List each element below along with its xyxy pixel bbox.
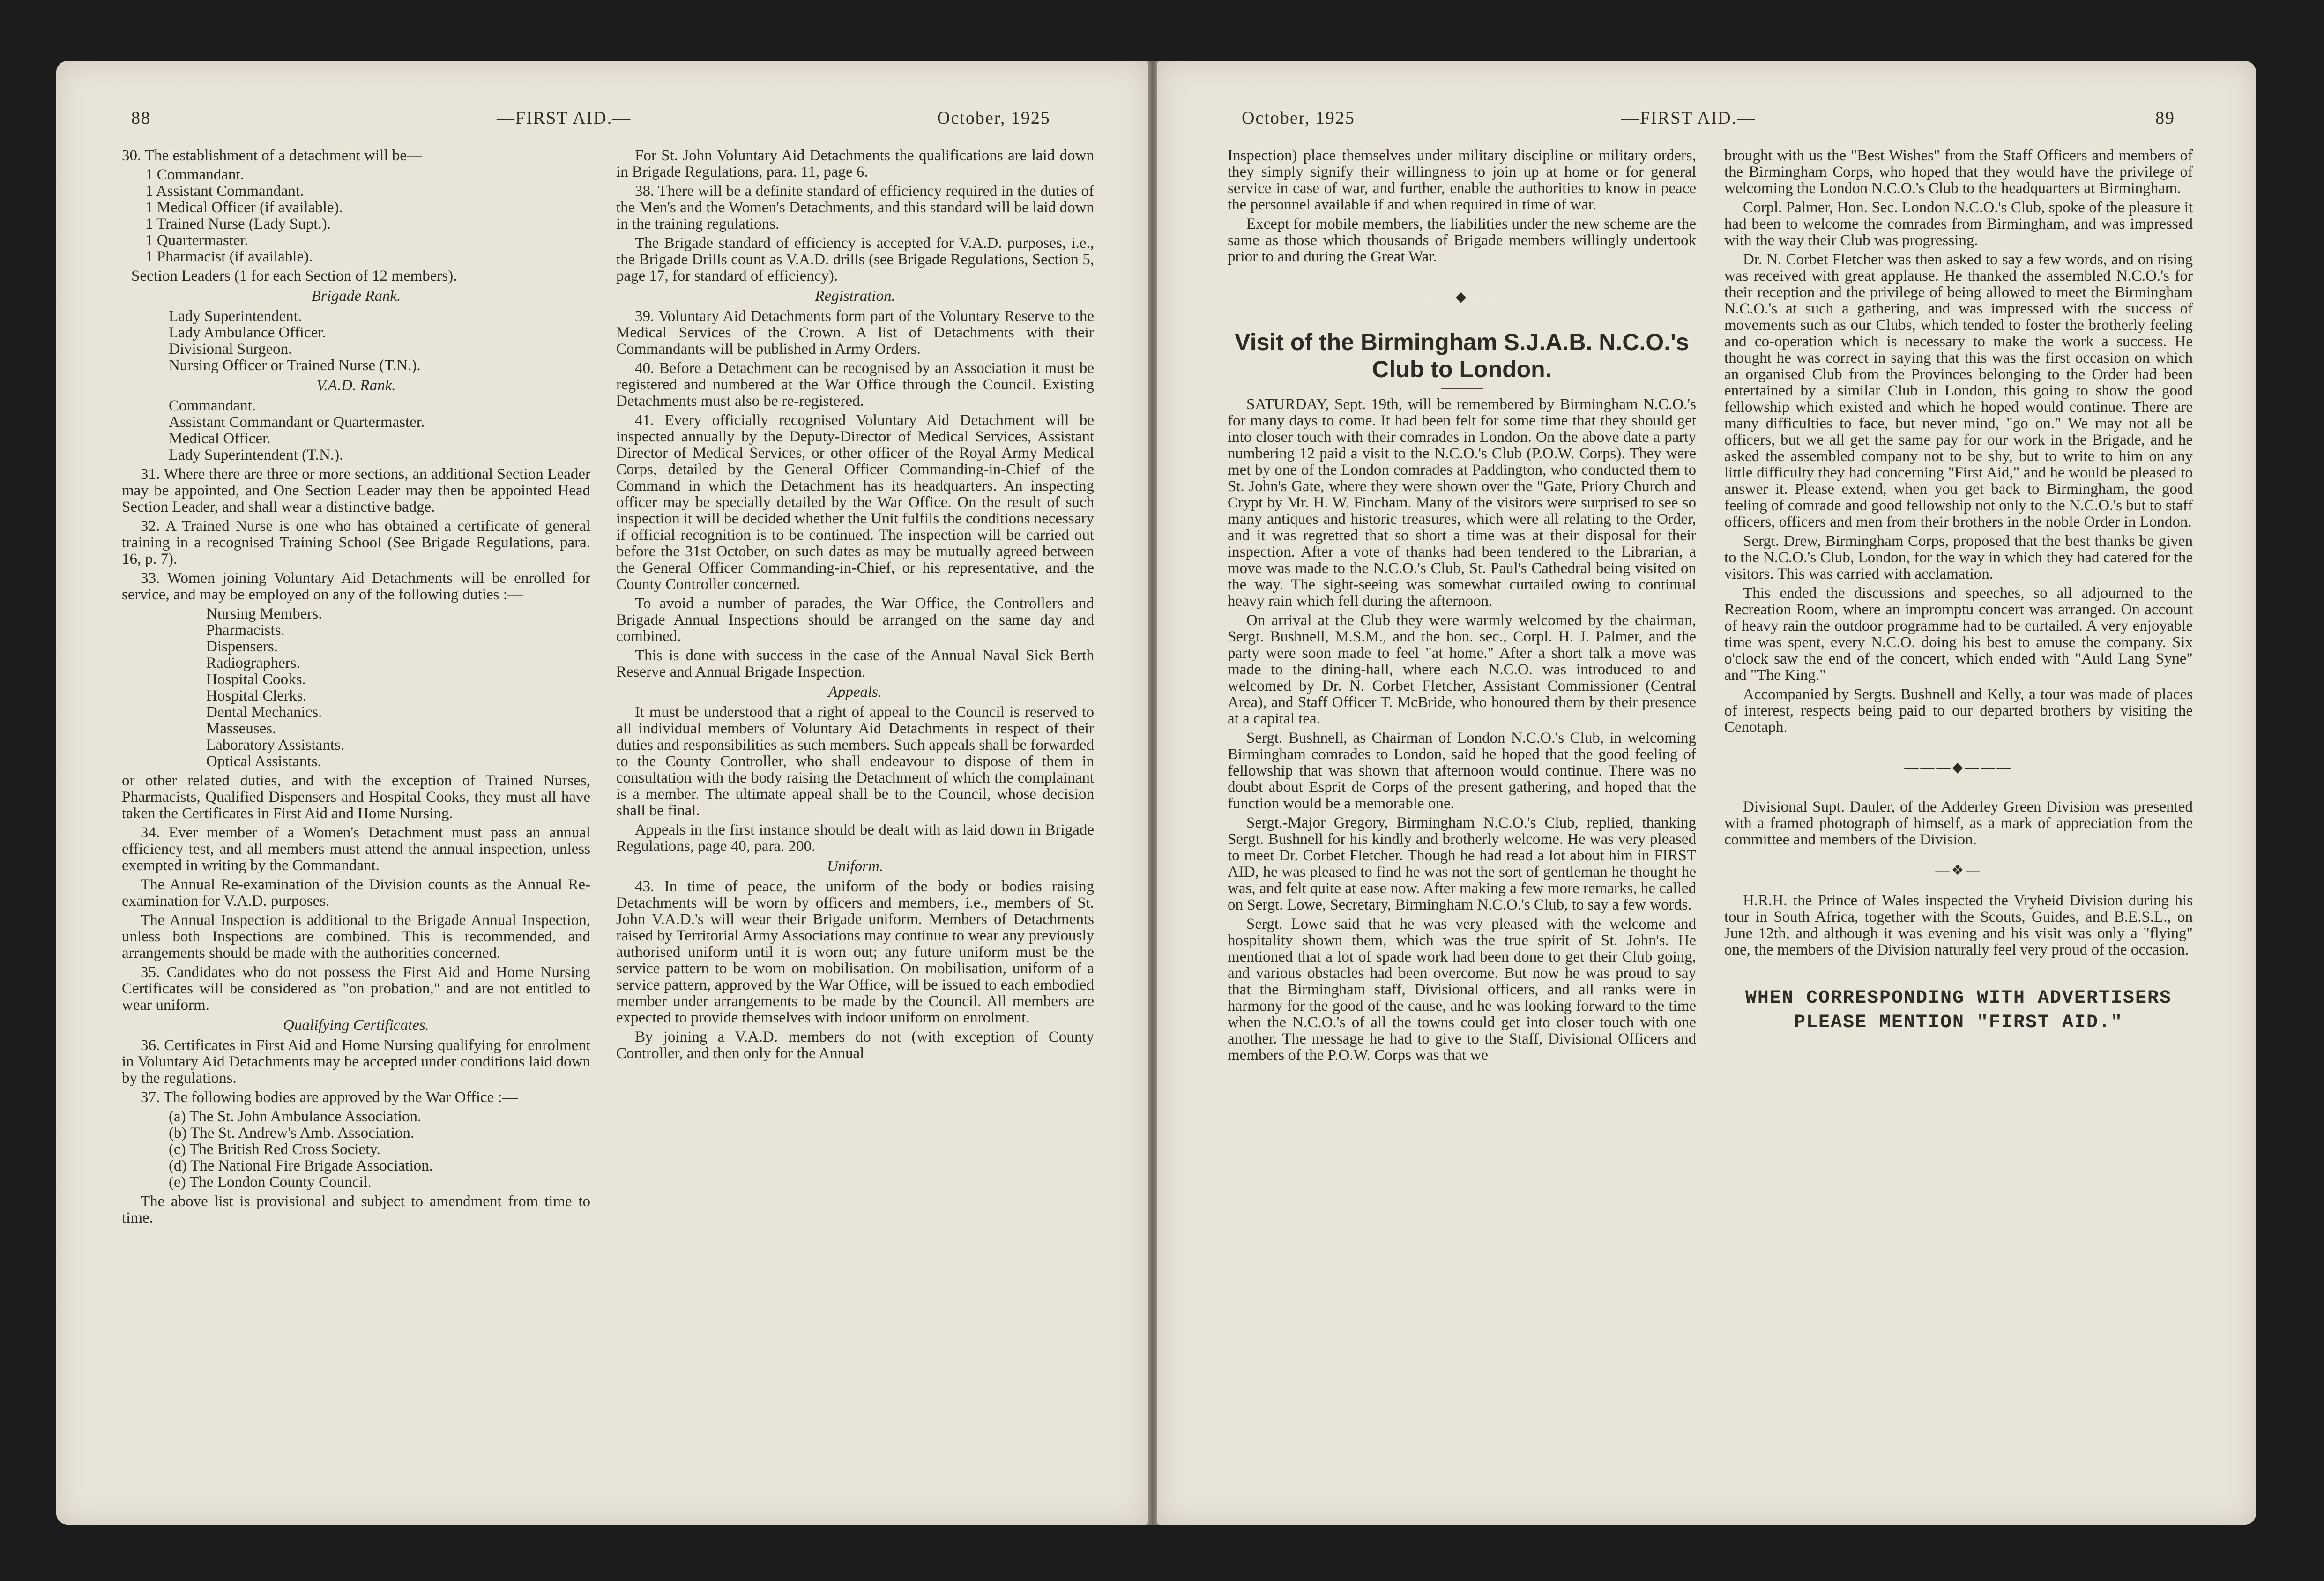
page-number: 89 <box>2155 108 2175 128</box>
right-column-1 <box>1228 148 1696 1066</box>
section-divider: —❖— <box>1935 863 1982 878</box>
list-item: 1 Assistant Commandant. <box>145 183 304 200</box>
list-item: Dispensers. <box>206 638 278 655</box>
registration-heading: Registration. <box>815 288 895 305</box>
advertisers-notice: WHEN CORRESPONDING WITH ADVERTISERS PLEASE MENTION "FIRST AID." <box>1745 988 2172 1033</box>
left-page-header <box>56 108 1148 141</box>
list-item: (c) The British Red Cross Society. <box>169 1141 380 1158</box>
paragraph-43: 43. In time of peace, the uniform of the body or bodies raising Detachments will be worn by officers and members, i.e., members of St. John V.A.D.'s will wear their Brigade uniform. Members of Detachments raised by Territorial Army Associations may continue to wear any previously authorised uniform until it is worn out; any future uniform must be the service pattern to be worn on mobilisation. On mobilisation, uniform of a service pattern, approved by the War Office, will be issued to each embodied member under arrangements to be made by the Council. All members are expected to provide themselves with indoor uniform on enrolment. <box>616 878 1094 1026</box>
paragraph-41-success: This is done with success in the case of the Annual Naval Sick Berth Reserve and Annual Brigade Inspection. <box>616 647 1094 680</box>
news-item-prince-of-wales: H.R.H. the Prince of Wales inspected the Vryheid Division during his tour in South Africa, together with the Scouts, Guides, and B.E.S.L., on June 12th, and although it was evening and his visit was only a "flying" one, the members of the Division naturally feel very proud of the occasion. <box>1724 892 2193 958</box>
list-item: Hospital Clerks. <box>206 687 307 704</box>
section-divider: ———◆——— <box>1904 760 2013 775</box>
paragraph-35: 35. Candidates who do not possess the First Aid and Home Nursing Certificates will be considered as "on probation," and are not entitled to wear uniform. <box>122 964 590 1014</box>
paragraph-mobile-members: Except for mobile members, the liabilities under the new scheme are the same as those which thousands of Brigade members willingly undertook prior to and during the Great War. <box>1228 216 1696 265</box>
list-item: (b) The St. Andrew's Amb. Association. <box>169 1125 415 1141</box>
paragraph-41: 41. Every officially recognised Voluntary Aid Detachment will be inspected annually by the Deputy-Director of Medical Services, Assistant Director of Medical Services, or other officer of the Royal Army Medical Corps, detailed by the General Officer Commanding-in-Chief of the Command in which the Detachment has its headquarters. An inspecting officer may be specially detailed by the War Office. On the result of such inspection it will be decided whether the Unit fulfils the conditions necessary if official recognition is to be continued. The inspection will be carried out before the 31st October, on such dates as may be mutually agreed between the General Officer Commanding-in-Chief, or his representative, and the County Controller concerned. <box>616 412 1094 593</box>
list-item: Laboratory Assistants. <box>206 737 345 753</box>
list-item: 1 Quartermaster. <box>145 232 248 249</box>
article-paragraph: brought with us the "Best Wishes" from the Staff Officers and members of the Birmingham Corps, who hoped that they would have the privilege of welcoming the London N.C.O.'s Club to the headquarters at Birmingham. <box>1724 147 2193 197</box>
list-item: Radiographers. <box>206 655 300 671</box>
paragraph-33-continued: or other related duties, and with the exception of Trained Nurses, Pharmacists, Qualified Dispensers and Hospital Cooks, they must all have taken the Certificates in First Aid and Home Nursing. <box>122 772 590 822</box>
article-paragraph: Sergt. Drew, Birmingham Corps, proposed that the best thanks be given to the N.C.O.'s Club, London, for the way in which they had catered for the visitors. This was carried with acclamation. <box>1724 533 2193 582</box>
list-item: Nursing Officer or Trained Nurse (T.N.). <box>169 357 421 374</box>
right-page-header <box>1157 108 2256 141</box>
left-page <box>56 61 1148 1525</box>
right-page <box>1157 61 2256 1525</box>
list-item: Optical Assistants. <box>206 753 321 770</box>
left-column-2 <box>616 148 1094 1065</box>
issue-date: October, 1925 <box>1242 108 1355 128</box>
paragraph-34: 34. Ever member of a Women's Detachment must pass an annual efficiency test, and all members must attend the annual inspection, unless exempted in writing by the Commandant. <box>122 824 590 874</box>
list-item: 1 Medical Officer (if available). <box>145 199 343 216</box>
list-item: 1 Trained Nurse (Lady Supt.). <box>145 216 331 232</box>
paragraph-37: 37. The following bodies are approved by the War Office :— <box>141 1089 518 1106</box>
section-leaders-line: Section Leaders (1 for each Section of 12 members). <box>131 268 457 284</box>
paragraph-34-inspection: The Annual Inspection is additional to the Brigade Annual Inspection, unless both Inspections are combined. This is recommended, and arrangements should be made with the authorities concerned. <box>122 912 590 962</box>
list-item: Dental Mechanics. <box>206 704 322 721</box>
paragraph-34-reexamination: The Annual Re-examination of the Division counts as the Annual Re-examination for V.A.D. purposes. <box>122 876 590 910</box>
article-paragraph: This ended the discussions and speeches, so all adjourned to the Recreation Room, where an impromptu concert was arranged. On account of heavy rain the outdoor programme had to be curtailed. A very enjoyable time was spent, every N.C.O. doing his best to amuse the company. Six o'clock saw the end of the concert, which ended with "Auld Lang Syne" and "The King." <box>1724 585 2193 684</box>
list-item: (d) The National Fire Brigade Association. <box>169 1157 433 1174</box>
list-item: Lady Ambulance Officer. <box>169 324 326 341</box>
page-number: 88 <box>131 108 151 128</box>
article-paragraph: Dr. N. Corbet Fletcher was then asked to say a few words, and on rising was received with great applause. He thanked the assembled N.C.O.'s for their reception and the privilege of being allowed to meet the Birmingham N.C.O.'s at such a gathering, and was impressed with the success of movements such as our Clubs, which tended to foster the brotherly feeling and co-operation which is necessary to make the work a success. He thought he was correct in saying that this was the first occasion on which an organised Club from the Provinces belonging to the Order had been entertained by a similar Club in London, this going to show the good fellowship which existed and which he hoped would continue. There are many difficulties to face, but never mind, "go on." We may not all be officers, but we all get the same pay for our work in the Brigade, and he asked the assembled company not to be shy, but to write to him on any little difficulty they had concerning "First Aid," and he would be pleased to answer it. Please extend, when you get back to Birmingham, the good feeling of comrade and good fellowship not only to the N.C.O.'s but to staff officers, officers and men from their brothers in the noble Order in London. <box>1724 251 2193 530</box>
paragraph-42-first-instance: Appeals in the first instance should be dealt with as laid down in Brigade Regulations, page 40, para. 200. <box>616 821 1094 855</box>
article-paragraph: Sergt.-Major Gregory, Birmingham N.C.O.'s Club, replied, thanking Sergt. Bushnell for his kindly and brotherly welcome. He was very pleased to meet Dr. Corbet Fletcher. Though he had read a lot about him in FIRST AID, he was pleased to find he was not the sort of gentleman he thought he was, and felt quite at ease now. After making a few more remarks, he called on Sergt. Lowe, Secretary, Birmingham N.C.O.'s Club, to say a few words. <box>1228 814 1696 913</box>
appeals-heading: Appeals. <box>828 684 882 701</box>
paragraph-continued: Inspection) place themselves under military discipline or military orders, they simply signify their willingness to join up at home or for general service in case of war, and further, enable the authorities to know in peace the personnel available if and when required in time of war. <box>1228 147 1696 213</box>
article-heading: Visit of the Birmingham S.J.A.B. N.C.O.'s Club to London. <box>1235 329 1689 382</box>
list-item: Divisional Surgeon. <box>169 341 292 358</box>
paragraph-36: 36. Certificates in First Aid and Home Nursing qualifying for enrolment in Voluntary Aid Detachments may be accepted under conditions laid down by the regulations. <box>122 1037 590 1087</box>
brigade-rank-heading: Brigade Rank. <box>311 288 401 305</box>
paragraph-42: It must be understood that a right of appeal to the Council is reserved to all individual members of Voluntary Aid Detachments in respect of their duties and responsibilities as such members. Such appeals shall be forwarded to the County Controller, who shall endeavour to dispose of them in consultation with the body raising the Detachment of which the complainant is a member. The ultimate appeal shall be to the Council, whose decision shall be final. <box>616 704 1095 819</box>
paragraph-38: 38. There will be a definite standard of efficiency required in the duties of the Men's and the Women's Detachments, and this standard will be laid down in the training regulations. <box>616 183 1094 232</box>
left-column-1 <box>122 148 590 1229</box>
list-item: Masseuses. <box>206 720 276 737</box>
article-paragraph: Sergt. Bushnell, as Chairman of London N.C.O.'s Club, in welcoming Birmingham comrades to London, said he hoped that the good feeling of fellowship that was shown that afternoon would continue. There was no doubt about Esprit de Corps of the present gathering, and hoped that the function would be a memorable one. <box>1228 730 1696 812</box>
article-paragraph: Corpl. Palmer, Hon. Sec. London N.C.O.'s Club, spoke of the pleasure it had been to welcome the comrades from Birmingham, and was impressed with the way their Club was progressing. <box>1724 199 2193 249</box>
list-item: (a) The St. John Ambulance Association. <box>169 1108 422 1125</box>
list-item: Assistant Commandant or Quartermaster. <box>169 414 425 431</box>
paragraph-37-provisional: The above list is provisional and subject to amendment from time to time. <box>122 1193 590 1226</box>
journal-title: —FIRST AID.— <box>497 108 632 128</box>
article-paragraph: Accompanied by Sergts. Bushnell and Kelly, a tour was made of places of interest, respects being paid to our departed brothers by visiting the Cenotaph. <box>1724 686 2193 736</box>
article-paragraph: SATURDAY, Sept. 19th, will be remembered by Birmingham N.C.O.'s for many days to come. It had been felt for some time that they should get into closer touch with their comrades in London. On the above date a party numbering 12 paid a visit to the N.C.O.'s Club (P.O.W. Corps). They were met by one of the London comrades at Paddington, who conducted them to St. John's Gate, where they were shown over the "Gate, Priory Church and Crypt by Mr. H. W. Fincham. Many of the visitors were surprised to see so many antiques and historic treasures, which were all relating to the Order, and it was regretted that so short a time was at their disposal for their inspection. After a vote of thanks had been tendered to the Librarian, a move was made to the N.C.O.'s Club, St. Paul's Cathedral being visited on the way. The sight-seeing was somewhat curtailed owing to continual heavy rain which fell during the afternoon. <box>1228 396 1696 610</box>
list-item: 1 Commandant. <box>145 166 244 183</box>
qualifying-certificates-heading: Qualifying Certificates. <box>283 1017 429 1034</box>
paragraph-30: 30. The establishment of a detachment will be— <box>122 147 422 164</box>
list-item: Pharmacists. <box>206 622 285 639</box>
approved-bodies-list <box>122 1109 590 1191</box>
news-item-adderley-green: Divisional Supt. Dauler, of the Adderley Green Division was presented with a framed photograph of himself, as a mark of appreciation from the committee and members of the Division. <box>1724 798 2193 848</box>
vad-rank-heading: V.A.D. Rank. <box>316 377 396 394</box>
article-paragraph: Sergt. Lowe said that he was very pleased with the welcome and hospitality shown them, which was the true spirit of St. John's. He mentioned that a lot of spade work had been done to get their Club going, and various obstacles had been overcome. But now he was proud to say that the Birmingham staff, Divisional officers, and all ranks were in harmony for the good of the cause, and he was looking forward to the time when the N.C.O.'s of all the towns could get into closer touch with one another. The message he had to give to the Staff, Divisional Officers and members of the P.O.W. Corps was that we <box>1228 916 1696 1064</box>
section-divider: ———◆——— <box>1408 289 1516 305</box>
paragraph-33: 33. Women joining Voluntary Aid Detachments will be enrolled for service, and may be employed on any of the following duties :— <box>122 570 590 603</box>
list-item: 1 Pharmacist (if available). <box>145 248 313 265</box>
list-item: Nursing Members. <box>206 605 322 622</box>
paragraph-40: 40. Before a Detachment can be recognised by an Association it must be registered and numbered at the War Office through the Council. Existing Detachments must also be re-registered. <box>616 360 1094 410</box>
paragraph-39: 39. Voluntary Aid Detachments form part of the Voluntary Reserve to the Medical Services of the Crown. A list of Detachments with their Commandants will be published in Army Orders. <box>616 308 1094 358</box>
paragraph-32: 32. A Trained Nurse is one who has obtained a certificate of general training in a recognised Training School (See Brigade Regulations, para. 16, p. 7). <box>122 518 590 567</box>
right-column-2 <box>1724 148 2193 1035</box>
list-item: Lady Superintendent. <box>169 308 302 325</box>
heading-rule <box>1441 388 1483 389</box>
journal-title: —FIRST AID.— <box>1621 108 1756 128</box>
paragraph-38-standard: The Brigade standard of efficiency is accepted for V.A.D. purposes, i.e., the Brigade Drills count as V.A.D. drills (see Brigade Regulations, Section 5, page 17, for standard of efficiency). <box>616 235 1094 284</box>
uniform-heading: Uniform. <box>827 858 884 875</box>
paragraph-41-parades: To avoid a number of parades, the War Office, the Controllers and Brigade Annual Inspections should be arranged on the same day and combined. <box>616 595 1094 645</box>
list-item: Lady Superintendent (T.N.). <box>169 447 343 463</box>
list-item: Commandant. <box>169 397 256 414</box>
article-paragraph: On arrival at the Club they were warmly welcomed by the chairman, Sergt. Bushnell, M.S.M., and the hon. sec., Corpl. H. J. Palmer, and the party were soon made to feel "at home." After a short talk a move was made to the dining-hall, where each N.C.O. was introduced to and welcomed by Dr. N. Corbet Fletcher, Assistant Commissioner (Central Area), and Staff Officer T. McBride, who honoured them by their presence at a capital tea. <box>1228 612 1696 727</box>
duties-list <box>122 606 590 770</box>
vad-rank-list <box>122 398 590 463</box>
establishment-list <box>122 167 590 265</box>
paragraph-37-stjohn: For St. John Voluntary Aid Detachments the qualifications are laid down in Brigade Regulations, para. 11, page 6. <box>616 147 1094 180</box>
issue-date: October, 1925 <box>937 108 1050 128</box>
paragraph-31: 31. Where there are three or more sections, an additional Section Leader may be appointed, and One Section Leader may then be appointed Head Section Leader, and shall wear a distinctive badge. <box>122 466 590 515</box>
list-item: Hospital Cooks. <box>206 671 306 688</box>
list-item: Medical Officer. <box>169 430 271 447</box>
list-item: (e) The London County Council. <box>169 1174 372 1191</box>
brigade-rank-list <box>122 308 590 374</box>
paragraph-43-joining: By joining a V.A.D. members do not (with exception of County Controller, and then only for the Annual <box>616 1029 1094 1062</box>
